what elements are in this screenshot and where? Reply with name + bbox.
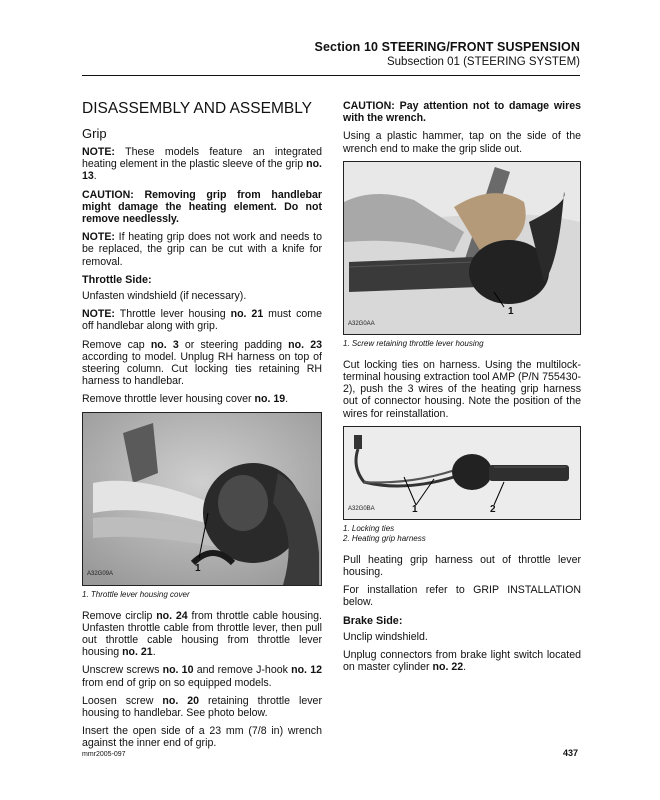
page-header [315, 40, 580, 68]
figure-caption: 1. Throttle lever housing cover [82, 589, 190, 599]
figure-caption: 1. Screw retaining throttle lever housing [343, 338, 484, 348]
section-title: Section 10 STEERING/FRONT SUSPENSION [314, 40, 580, 54]
para-cut-locking-ties: Cut locking ties on harness. Using the multilock-terminal housing extraction tool AMP (P/N 755430-2), push the 3 wires of the heating grip harness out of connector housing. Note the position of the wires for reinstallation. [343, 358, 581, 420]
para-unclip-windshield: Unclip windshield. [343, 630, 428, 643]
note-heating-grip: NOTE: If heating grip does not work and needs to be replaced, the grip can be cut with a knife for removal. [82, 231, 322, 268]
figure-caption: 1. Locking ties 2. Heating grip harness [343, 523, 426, 543]
para-unplug-connectors: Unplug connectors from brake light switch located on master cylinder no. 22. [343, 649, 581, 674]
throttle-side-heading: Throttle Side: [82, 273, 152, 286]
figure-code: A32G0BA [348, 505, 375, 512]
para-plastic-hammer: Using a plastic hammer, tap on the side of the wrench end to make the grip slide out. [343, 130, 581, 155]
right-column [343, 100, 581, 679]
caution-wires: CAUTION: Pay attention not to damage wires with the wrench. [343, 100, 581, 125]
photo-heating-grip-harness [343, 426, 581, 520]
para-unscrew-screws: Unscrew screws no. 10 and remove J-hook no. 12 from end of grip on so equipped models. [82, 664, 322, 689]
para-loosen-screw: Loosen screw no. 20 retaining throttle lever housing to handlebar. See photo below. [82, 694, 322, 720]
para-remove-cover: Remove throttle lever housing cover no. 19. [82, 393, 289, 406]
brake-side-heading: Brake Side: [343, 614, 403, 627]
section-heading: DISASSEMBLY AND ASSEMBLY [82, 100, 313, 117]
grip-heading: Grip [82, 126, 107, 141]
caution-remove-grip: CAUTION: Removing grip from handlebar might damage the heating element. Do not remove needlessly. [82, 188, 322, 226]
header-rule [82, 75, 580, 76]
figure-code: A32G0AA [348, 320, 375, 327]
para-insert-wrench: Insert the open side of a 23 mm (7/8 in) wrench against the inner end of grip. [82, 725, 322, 750]
para-installation-ref: For installation refer to GRIP INSTALLATION below. [343, 584, 581, 609]
para-pull-harness: Pull heating grip harness out of throttle lever housing. [343, 553, 581, 579]
page-number: 437 [562, 748, 578, 758]
note-throttle-housing: NOTE: Throttle lever housing no. 21 must come off handlebar along with grip. [82, 308, 322, 333]
photo-wrench-grip [343, 161, 581, 335]
callout-1: 1 [195, 562, 201, 574]
photo-throttle-lever-cover [82, 412, 322, 586]
document-code: mmr2005-097 [82, 751, 126, 758]
left-column [82, 100, 322, 756]
para-remove-circlip: Remove circlip no. 24 from throttle cable housing. Unfasten throttle cable from throttle lever, then pull out throttle cable housing from throttle lever housing no. 21. [82, 609, 322, 659]
para-remove-cap: Remove cap no. 3 or steering padding no. 23 according to model. Unplug RH harness on top of steering column. Cut locking ties retaining RH harness to handlebar. [82, 338, 322, 388]
callout-1: 1 [412, 503, 418, 515]
callout-2: 2 [490, 503, 496, 515]
figure-code: A32G09A [87, 571, 114, 578]
callout-1: 1 [508, 305, 514, 317]
para-windshield: Unfasten windshield (if necessary). [82, 290, 247, 303]
subsection-title: Subsection 01 (STEERING SYSTEM) [386, 56, 580, 68]
note-heating-element: NOTE: These models feature an integrated heating element in the plastic sleeve of the grip no. 13. [82, 146, 322, 183]
